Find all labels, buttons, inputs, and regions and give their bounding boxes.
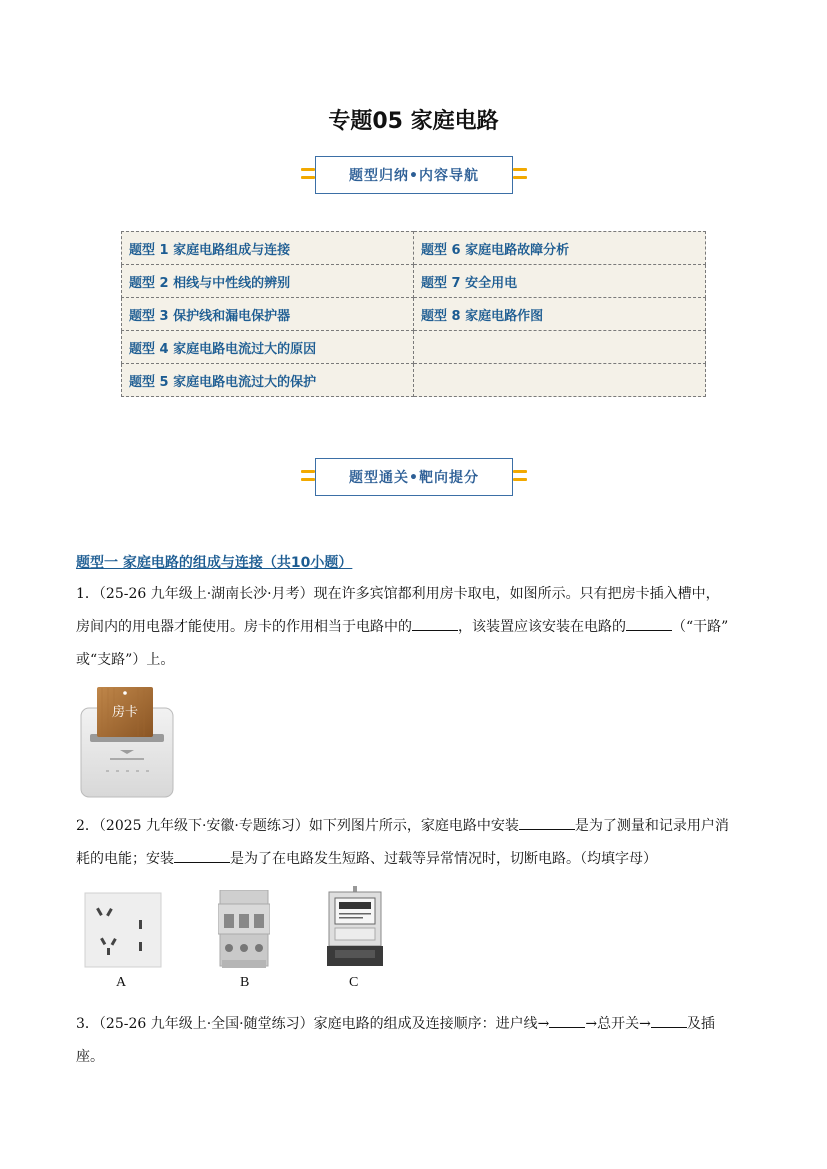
question-2 — [76, 810, 756, 876]
banner-decoration-right — [513, 468, 527, 486]
room-card-switch-image — [80, 686, 174, 798]
topic-nav-table — [121, 231, 706, 397]
question-text: 耗的电能；安装 — [76, 851, 174, 867]
question-line — [76, 843, 756, 876]
question-line: 或“支路”）上。 — [76, 652, 175, 668]
figure-label-c: C — [349, 975, 359, 990]
answer-blank — [651, 1011, 687, 1028]
answer-blank — [626, 614, 672, 631]
table-row — [122, 364, 706, 397]
banner-decoration-left — [301, 468, 315, 486]
figure-label-b: B — [240, 975, 250, 990]
question-line — [76, 1008, 756, 1041]
table-row — [122, 331, 706, 364]
question-text: 是为了测量和记录用户消 — [574, 818, 729, 834]
nav-item[interactable]: 题型 3 保护线和漏电保护器 — [122, 298, 414, 331]
nav-item[interactable]: 题型 2 相线与中性线的辨别 — [122, 265, 414, 298]
question-text: →总开关→ — [585, 1016, 651, 1032]
section-heading[interactable]: 题型一 家庭电路的组成与连接（共10小题） — [76, 555, 353, 571]
question-line: 1．（25-26 九年级上·湖南长沙·月考）现在许多宾馆都利用房卡取电，如图所示。只有把房卡插入槽中， — [76, 586, 720, 602]
table-row — [122, 232, 706, 265]
nav-item-empty — [414, 364, 706, 397]
figure-label-a: A — [116, 975, 127, 990]
question-line — [76, 810, 756, 843]
room-card-label: 房卡 — [111, 705, 139, 720]
question-text: 2．（2025 九年级下·安徽·专题练习）如下列图片所示，家庭电路中安装 — [76, 818, 519, 834]
question-text: （“干路” — [672, 619, 729, 635]
nav-item[interactable]: 题型 1 家庭电路组成与连接 — [122, 232, 414, 265]
nav-banner — [303, 156, 525, 194]
question-1 — [76, 578, 756, 677]
table-row — [122, 265, 706, 298]
nav-banner-label: 题型归纳•内容导航 — [315, 156, 513, 194]
question-3 — [76, 1008, 756, 1074]
banner-decoration-right — [513, 166, 527, 184]
socket-image — [84, 892, 162, 968]
question-line: 座。 — [76, 1049, 104, 1065]
nav-item[interactable]: 题型 6 家庭电路故障分析 — [414, 232, 706, 265]
answer-blank — [549, 1011, 585, 1028]
answer-blank — [519, 813, 575, 830]
table-row — [122, 298, 706, 331]
circuit-breaker-image — [218, 890, 270, 970]
practice-banner-label: 题型通关•靶向提分 — [315, 458, 513, 496]
answer-blank — [412, 614, 458, 631]
nav-item[interactable]: 题型 5 家庭电路电流过大的保护 — [122, 364, 414, 397]
question-text: 房间内的用电器才能使用。房卡的作用相当于电路中的 — [76, 619, 412, 635]
question-line — [76, 611, 756, 644]
question-text: 及插 — [686, 1016, 715, 1032]
nav-item[interactable]: 题型 4 家庭电路电流过大的原因 — [122, 331, 414, 364]
practice-banner — [303, 458, 525, 496]
banner-decoration-left — [301, 166, 315, 184]
nav-item-empty — [414, 331, 706, 364]
question-text: 3．（25-26 九年级上·全国·随堂练习）家庭电路的组成及连接顺序：进户线→ — [76, 1016, 550, 1032]
question-text: 是为了在电路发生短路、过载等异常情况时，切断电路。（均填字母） — [230, 851, 657, 867]
question-text: ，该装置应该安装在电路的 — [458, 619, 626, 635]
electric-meter-image — [327, 886, 383, 968]
nav-item[interactable]: 题型 8 家庭电路作图 — [414, 298, 706, 331]
page-title: 专题05 家庭电路 — [328, 109, 499, 134]
nav-item[interactable]: 题型 7 安全用电 — [414, 265, 706, 298]
answer-blank — [174, 846, 230, 863]
